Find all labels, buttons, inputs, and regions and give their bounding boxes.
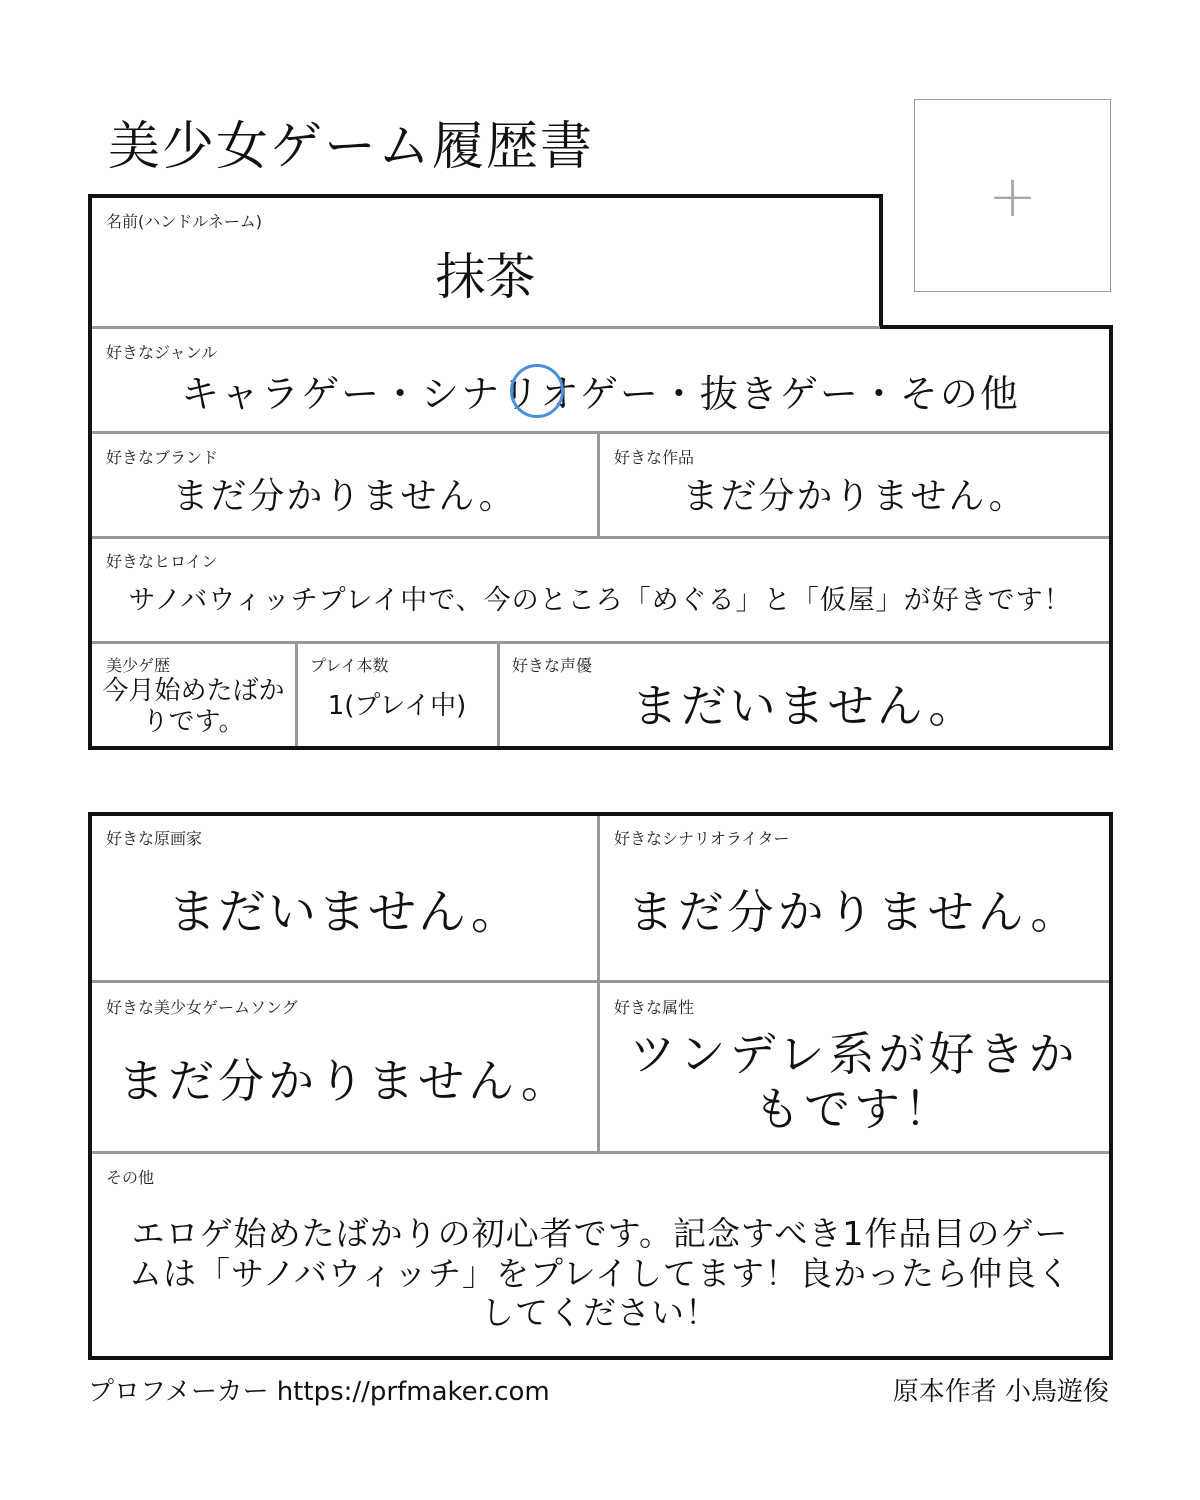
divider bbox=[92, 980, 1109, 983]
page-title: 美少女ゲーム履歴書 bbox=[108, 117, 595, 177]
other-label: その他 bbox=[106, 1168, 155, 1187]
divider bbox=[92, 326, 880, 329]
name-value[interactable]: 抹茶 bbox=[435, 248, 536, 306]
attribute-value[interactable]: ツンデレ系が好きかもです！ bbox=[629, 1026, 1079, 1136]
attribute-label: 好きな属性 bbox=[614, 998, 695, 1017]
table1-border-step-vertical bbox=[879, 194, 883, 328]
artist-label: 好きな原画家 bbox=[106, 829, 203, 848]
name-label: 名前(ハンドルネーム) bbox=[106, 212, 263, 231]
genre-label: 好きなジャンル bbox=[106, 343, 218, 362]
footer-author-credit: 原本作者 小鳥遊俊 bbox=[892, 1377, 1109, 1407]
table1-border-top-left bbox=[88, 194, 883, 198]
brand-value[interactable]: まだ分かりません。 bbox=[172, 476, 517, 518]
genre-value[interactable]: キャラゲー・シナリオゲー・抜きゲー・その他 bbox=[181, 372, 1020, 417]
history-value[interactable]: 今月始めたばかりです。 bbox=[102, 675, 285, 737]
photo-box[interactable] bbox=[914, 99, 1111, 292]
divider bbox=[92, 641, 1109, 644]
table2-border-bottom bbox=[88, 1356, 1113, 1360]
plus-icon: + bbox=[988, 161, 1037, 230]
heroine-label: 好きなヒロイン bbox=[106, 552, 218, 571]
heroine-value[interactable]: サノバウィッチプレイ中で、今のところ「めぐる」と「仮屋」が好きです！ bbox=[128, 584, 1072, 616]
divider bbox=[295, 644, 298, 746]
writer-value[interactable]: まだ分かりません。 bbox=[627, 885, 1081, 940]
table1-border-bottom bbox=[88, 746, 1113, 750]
song-value[interactable]: まだ分かりません。 bbox=[118, 1054, 571, 1109]
work-label: 好きな作品 bbox=[614, 448, 695, 467]
other-value[interactable]: エロゲ始めたばかりの初心者です。記念すべき1作品目のゲームは「サノバウィッチ」をプレイしてます！良かったら仲良くしてください！ bbox=[128, 1214, 1072, 1333]
table1-border-right bbox=[1109, 325, 1113, 750]
artist-value[interactable]: まだいません。 bbox=[168, 883, 521, 940]
work-value[interactable]: まだ分かりません。 bbox=[682, 476, 1027, 518]
play-count-value[interactable]: 1(プレイ中) bbox=[327, 691, 467, 722]
song-label: 好きな美少女ゲームソング bbox=[106, 998, 298, 1017]
writer-label: 好きなシナリオライター bbox=[614, 829, 790, 848]
voice-actor-label: 好きな声優 bbox=[512, 656, 593, 675]
voice-actor-value[interactable]: まだいません。 bbox=[631, 679, 978, 734]
divider bbox=[92, 1151, 1109, 1154]
history-label: 美少ゲ歴 bbox=[106, 656, 171, 675]
table1-border-step-horizontal bbox=[879, 325, 1113, 329]
table2-border-top bbox=[88, 812, 1113, 816]
brand-label: 好きなブランド bbox=[106, 448, 219, 467]
table2-border-right bbox=[1109, 812, 1113, 1360]
play-count-label: プレイ本数 bbox=[310, 656, 389, 675]
genre-selection-circle bbox=[510, 364, 564, 418]
divider bbox=[92, 431, 1109, 434]
footer-maker-credit: プロフメーカー https://prfmaker.com bbox=[88, 1377, 550, 1407]
divider bbox=[92, 536, 1109, 539]
divider bbox=[597, 816, 600, 1151]
